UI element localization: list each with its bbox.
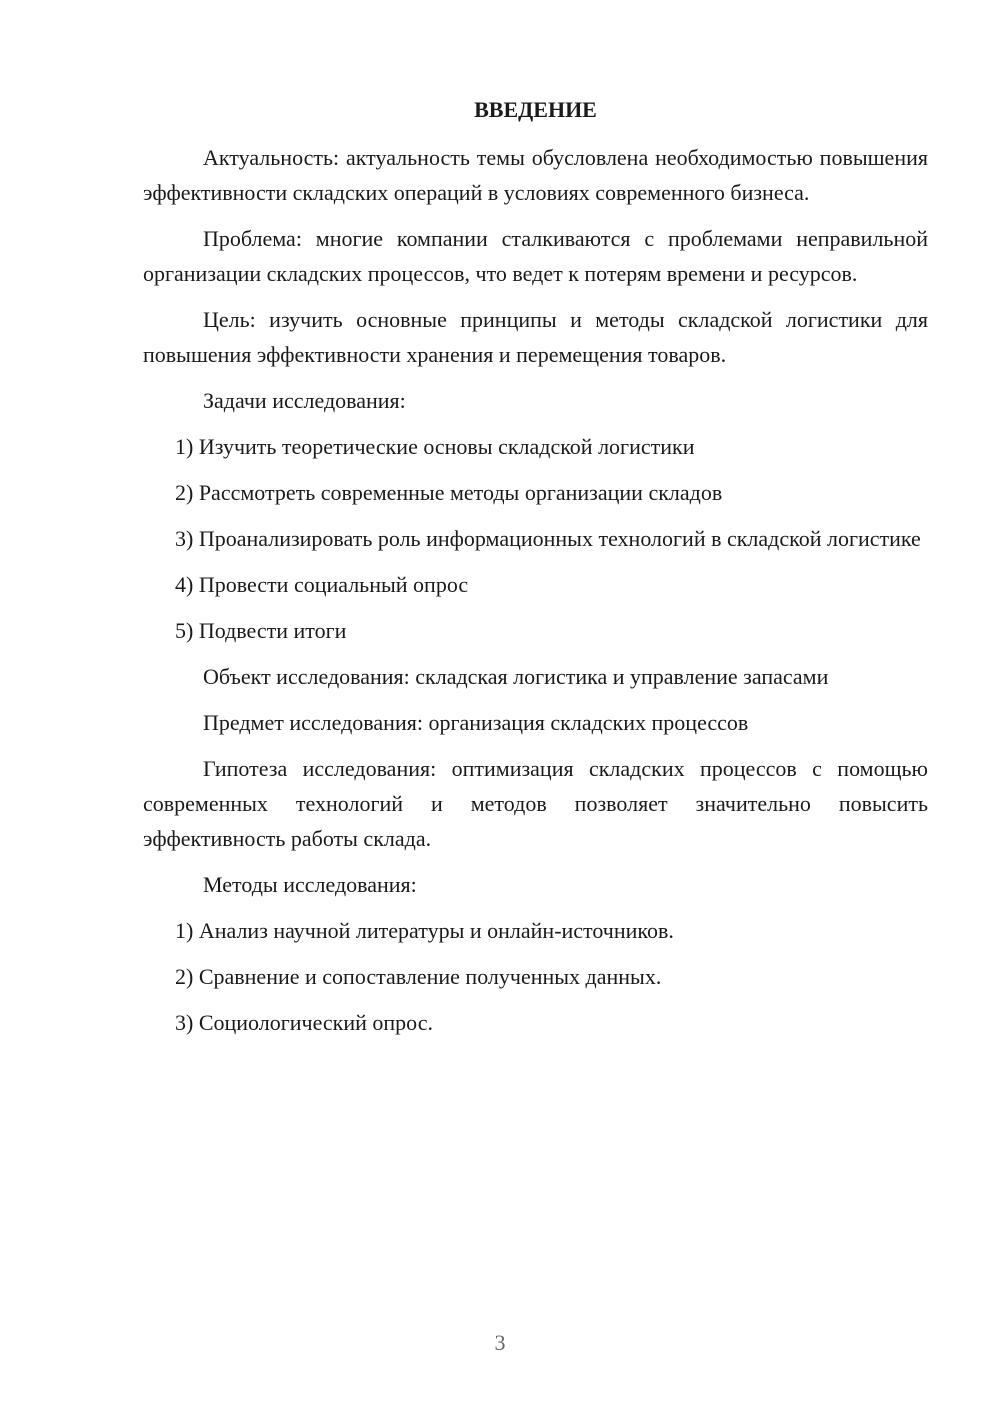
goal-paragraph: Цель: изучить основные принципы и методы складской логистики для повышения эффективности хранения и перемещения товаров. [143,307,928,367]
subject-paragraph: Предмет исследования: организация складских процессов [203,710,749,735]
page-number: 3 [494,1330,506,1355]
tasks-heading: Задачи исследования: [203,388,406,413]
problem-paragraph: Проблема: многие компании сталкиваются с проблемами неправильной организации складских процессов, что ведет к потерям времени и ресурсов. [143,226,928,286]
methods-list [143,913,928,1040]
method-item: 3) Социологический опрос. [175,1010,433,1035]
section-title: ВВЕДЕНИЕ [474,97,597,122]
task-item: 5) Подвести итоги [175,618,347,643]
method-item: 2) Сравнение и сопоставление полученных данных. [175,964,662,989]
document-page [143,92,928,1051]
task-item: 2) Рассмотреть современные методы организации складов [175,480,723,505]
object-paragraph: Объект исследования: складская логистика и управление запасами [203,664,829,689]
task-item: 1) Изучить теоретические основы складской логистики [175,434,695,459]
method-item: 1) Анализ научной литературы и онлайн-источников. [175,918,674,943]
hypothesis-paragraph: Гипотеза исследования: оптимизация складских процессов с помощью современных технологий и методов позволяет значительно повысить эффективность работы склада. [143,756,928,851]
relevance-paragraph: Актуальность: актуальность темы обусловлена необходимостью повышения эффективности складских операций в условиях современного бизнеса. [143,145,928,205]
task-item: 4) Провести социальный опрос [175,572,469,597]
tasks-list [143,429,928,648]
task-item: 3) Проанализировать роль информационных технологий в складской логистике [175,526,921,551]
methods-heading: Методы исследования: [203,872,417,897]
